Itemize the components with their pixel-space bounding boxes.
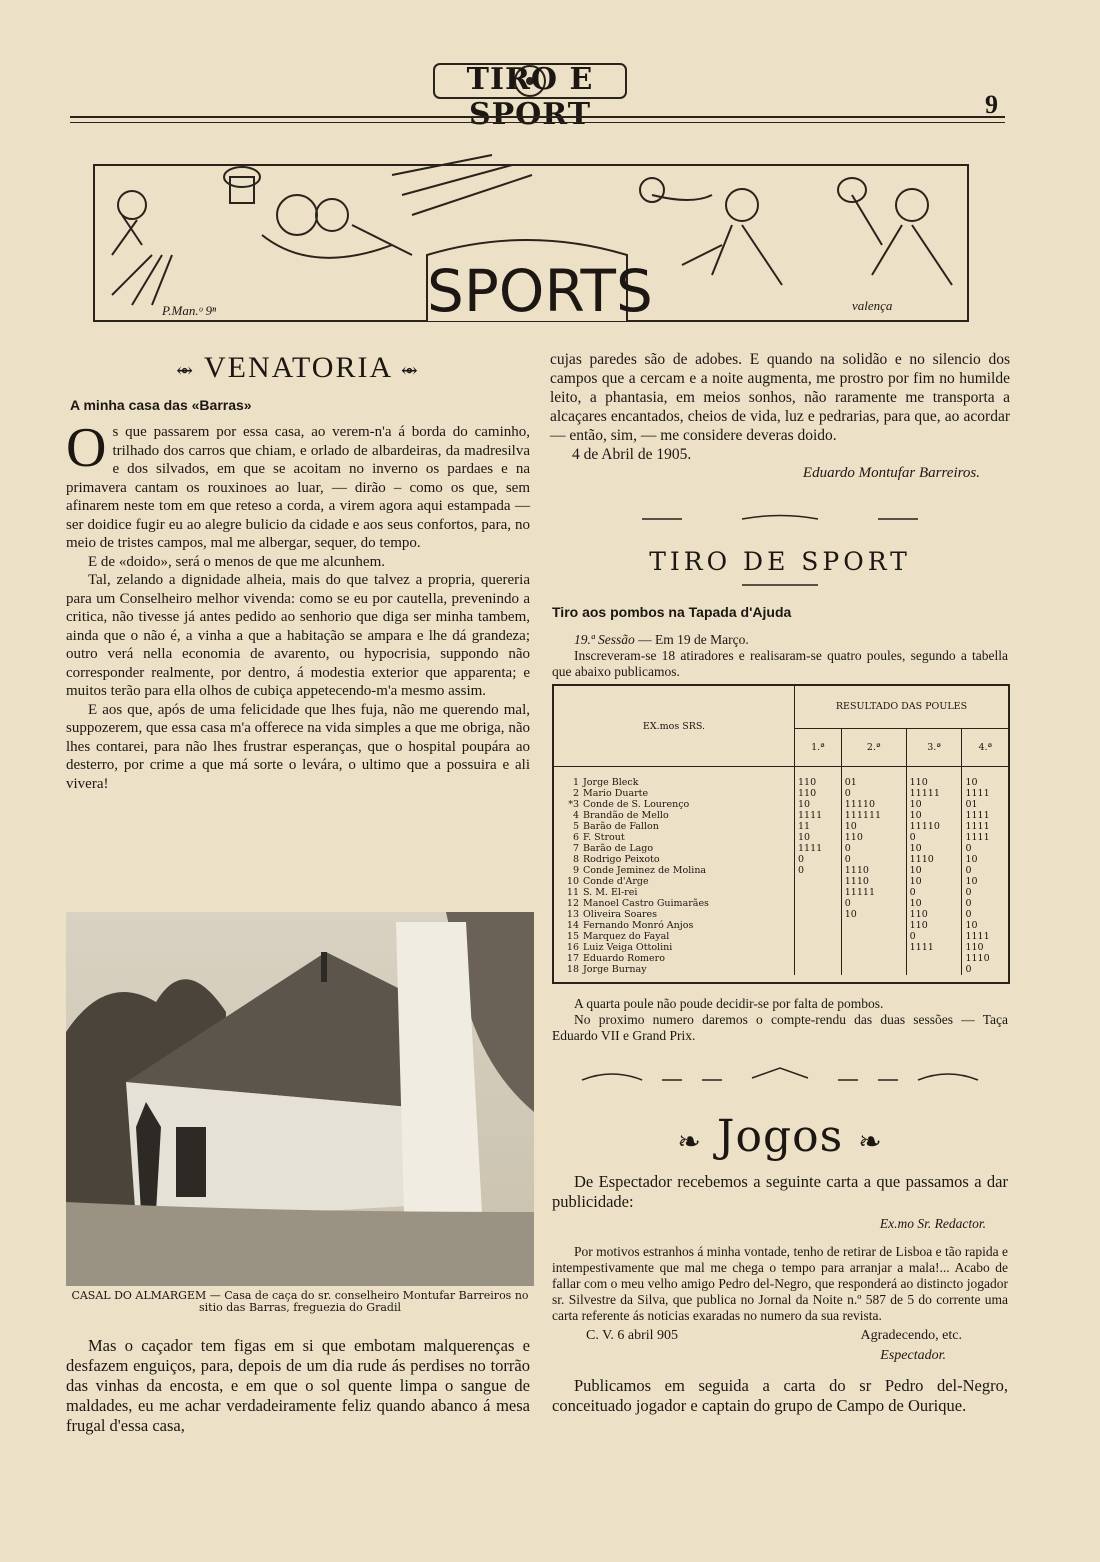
- poule-result: 10: [795, 799, 842, 810]
- left-flourish-icon: ⥈: [176, 360, 196, 382]
- venatoria-article: [66, 350, 530, 793]
- poule-result: 1111: [962, 931, 1008, 942]
- results-table-body: [554, 767, 1008, 976]
- poule-result: [841, 964, 906, 975]
- table-row: [554, 909, 1008, 920]
- tiro-session: 19.ª Sessão — Em 19 de Março.: [574, 632, 749, 647]
- poule-result: 10: [962, 767, 1008, 789]
- jogos-salutation: Ex.mo Sr. Redactor.: [879, 1216, 986, 1231]
- article-date: 4 de Abril de 1905.: [572, 446, 692, 463]
- poule-result: 10: [906, 799, 962, 810]
- right-flourish-icon: ⥈: [400, 360, 420, 382]
- poule-result: 0: [906, 931, 962, 942]
- masthead: [430, 58, 630, 132]
- poule-result: 0: [795, 865, 842, 876]
- poule-result: [841, 942, 906, 953]
- poule-result: 10: [795, 832, 842, 843]
- venatoria-heading: [66, 350, 530, 389]
- shooter-name: 14 Fernando Monró Anjos: [566, 920, 694, 931]
- masthead-title: TIRO E SPORT: [466, 62, 594, 132]
- shooter-name: 15 Marquez do Fayal: [566, 931, 670, 942]
- banner-signature-left: P.Man.ᵒ 9ⁿ: [162, 303, 217, 318]
- jogos-section: [552, 1064, 1008, 1416]
- table-row: [554, 843, 1008, 854]
- tiro-title: TIRO DE SPORT: [649, 547, 911, 576]
- poule-result: 11111: [906, 788, 962, 799]
- poule-result: 110: [795, 788, 842, 799]
- jogos-closing: Agradecendo, etc.: [860, 1328, 962, 1343]
- poule-result: 110: [841, 832, 906, 843]
- venatoria-paragraph: Mas o caçador tem figas em si que embotam malquerenças e desfazem enguiços, para, depois de um dia rude ás perdises no torrão das vinhas da encosta, e em que o sol quente limpa o sangue de maldades, eu me achar verdadeiramente feliz quando abanco á mesa frugal d'essa casa,: [66, 1336, 530, 1435]
- poule-result: 0: [962, 898, 1008, 909]
- poule-result: 110: [906, 920, 962, 931]
- poule-result: 11110: [906, 821, 962, 832]
- jogos-divider-icon: [552, 1064, 1008, 1090]
- tiro-notes: [552, 996, 1008, 1044]
- shooter-name: 12 Manoel Castro Guimarães: [566, 898, 709, 909]
- poule-result: 0: [906, 887, 962, 898]
- names-header: EX.mos SRS.: [554, 686, 795, 767]
- top-rule: [70, 116, 1005, 118]
- poule-result: [795, 964, 842, 975]
- right-feather-icon: ❧: [858, 1125, 883, 1158]
- shooter-name: 18 Jorge Burnay: [566, 964, 647, 975]
- venatoria-paragraph: Os que passarem por essa casa, ao verem-n'a á borda do caminho, trilhado dos carros que chiam, e orlado de albardeiras, da madresilva e dos silvados, em que se acoitam no inverno os pardaes e na primavera cantam os rouxinoes ao luar, — dirão – como os que, sem afinarem neste tom em que reteso a corda, a virem agora aqui estampada — ser doidice fugir eu ao alegre bulicio da cidade e aos seus confortos, para, no meio de tristes campos, mal me albergar, sequer, do tempo.: [66, 417, 530, 551]
- jogos-letter: Por motivos estranhos á minha vontade, tenho de retirar de Lisboa e tão rapida e intempestivamente que mal me chega o tempo para arranjar a mala!... Acabo de fallar com o meu velho amigo Pedro del-Negro, que responderá ao distincto jogador sr. Silvestre da Silva, que publica no Jornal da Noite n.º 587 de 5 do corrente uma carta referente ás noticias exaradas no numero da sua revista.: [552, 1244, 1008, 1323]
- top-rule-thin: [70, 122, 1005, 123]
- poule-result: 0: [795, 854, 842, 865]
- poule-result: 1111: [962, 810, 1008, 821]
- poule-result: 1110: [906, 854, 962, 865]
- table-row: [554, 964, 1008, 975]
- poule-result: 11110: [841, 799, 906, 810]
- poule-result: 0: [962, 843, 1008, 854]
- photo-caption: CASAL DO ALMARGEM — Casa de caça do sr. conselheiro Montufar Barreiros no sitio das Barras, freguezia do Gradil: [71, 1289, 529, 1314]
- table-row: [554, 767, 1008, 789]
- poule-result: 11111: [841, 887, 906, 898]
- poule-result: 10: [906, 898, 962, 909]
- venatoria-title: VENATORIA: [204, 351, 392, 384]
- tiro-note: A quarta poule não poude decidir-se por falta de pombos.: [574, 996, 884, 1011]
- tiro-intro: Inscreveram-se 18 atiradores e realisaram-se quatro poules, segundo a tabella que abaixo publicamos.: [552, 648, 1008, 679]
- tiro-section: [552, 512, 1008, 680]
- poule-result: 10: [906, 843, 962, 854]
- shooter-name: 7 Barão de Lago: [572, 843, 654, 854]
- poule-result: [795, 909, 842, 920]
- table-row: [554, 920, 1008, 931]
- table-row: [554, 832, 1008, 843]
- results-group-header: RESULTADO DAS POULES: [795, 686, 1009, 728]
- shooter-name: 4 Brandão de Mello: [572, 810, 669, 821]
- jogos-final: Publicamos em seguida a carta do sr Pedro del-Negro, conceituado jogador e captain do grupo de Campo de Ourique.: [552, 1376, 1008, 1415]
- poule-result: 10: [841, 821, 906, 832]
- poule-result: 10: [962, 920, 1008, 931]
- poule-result: 0: [841, 898, 906, 909]
- poule-result: [841, 920, 906, 931]
- poule-result: 0: [962, 909, 1008, 920]
- poule-result: [795, 920, 842, 931]
- shooter-name: 2 Mario Duarte: [572, 788, 649, 799]
- poule-result: [795, 876, 842, 887]
- table-row: [554, 788, 1008, 799]
- shooter-name: 16 Luiz Veiga Ottolini: [566, 942, 673, 953]
- banner-signature-right: valença: [852, 298, 893, 313]
- poule-result: 111111: [841, 810, 906, 821]
- poule-result: 10: [841, 909, 906, 920]
- poule-result: 0: [962, 887, 1008, 898]
- venatoria-paragraph: E de «doido», será o menos de que me alcunhem.: [88, 553, 385, 570]
- jogos-place-date: C. V. 6 abril 905: [586, 1328, 679, 1343]
- poule-result: 1110: [841, 876, 906, 887]
- poule-result: [795, 942, 842, 953]
- tiro-note: No proximo numero daremos o compte-rendu das duas sessões — Taça Eduardo VII e Grand Prix.: [552, 1012, 1008, 1043]
- poule-result: 1111: [906, 942, 962, 953]
- poule-header-2: 2.ª: [841, 728, 906, 766]
- shooter-name: 17 Eduardo Romero: [566, 953, 665, 964]
- poule-result: 11: [795, 821, 842, 832]
- poule-result: 10: [906, 876, 962, 887]
- poule-header-4: 4.ª: [962, 728, 1008, 766]
- shooter-name: 8 Rodrigo Peixoto: [572, 854, 660, 865]
- divider-flourish-icon: [552, 512, 1008, 526]
- shooter-name: 10 Conde d'Arge: [566, 876, 649, 887]
- right-column: [550, 350, 1010, 483]
- table-row: [554, 898, 1008, 909]
- poule-result: 0: [841, 843, 906, 854]
- jogos-letter-footer: [552, 1328, 1008, 1368]
- poule-header-3: 3.ª: [906, 728, 962, 766]
- poule-result: 1111: [795, 843, 842, 854]
- poule-result: 110: [795, 767, 842, 789]
- page-number: 9: [985, 90, 998, 119]
- poule-result: [795, 898, 842, 909]
- poule-result: 110: [906, 767, 962, 789]
- drop-cap: O: [66, 417, 107, 479]
- table-row: [554, 799, 1008, 810]
- shooter-name: 9 Conde Jeminez de Molina: [572, 865, 707, 876]
- venatoria-continuation: [66, 1336, 530, 1436]
- poule-result: 01: [841, 767, 906, 789]
- table-row: [554, 821, 1008, 832]
- shooter-name: 5 Barão de Fallon: [572, 821, 659, 832]
- table-row: [554, 810, 1008, 821]
- table-row: [554, 953, 1008, 964]
- table-row: [554, 942, 1008, 953]
- poule-result: [795, 953, 842, 964]
- poule-result: 0: [906, 832, 962, 843]
- poule-result: 1110: [962, 953, 1008, 964]
- article-signature: Eduardo Montufar Barreiros.: [802, 465, 980, 481]
- poule-result: [906, 953, 962, 964]
- sports-banner: [92, 135, 970, 325]
- tiro-subtitle: Tiro aos pombos na Tapada d'Ajuda: [552, 604, 792, 620]
- poule-result: 10: [906, 865, 962, 876]
- poule-result: 0: [841, 854, 906, 865]
- poule-result: 10: [906, 810, 962, 821]
- table-row: [554, 887, 1008, 898]
- poule-result: 1111: [962, 821, 1008, 832]
- venatoria-paragraph: cujas paredes são de adobes. E quando na solidão e no silencio dos campos que a cercam e a noite augmenta, me prostro por fim no humilde leito, a phantasia, em meios sonhos, não raramente me transporta a alcaçares encantados, cheios de vida, luz e pedrarias, para que, ao acordar — então, sim, — me considere deveras doido.: [550, 351, 1010, 444]
- house-photo-image: [66, 912, 534, 1286]
- shooter-name: 6 F. Strout: [572, 832, 625, 843]
- jogos-title: Jogos: [716, 1111, 844, 1162]
- poule-result: [841, 953, 906, 964]
- poule-result: [795, 931, 842, 942]
- shooter-name: 11 S. M. El-rei: [566, 887, 638, 898]
- venatoria-paragraph: Tal, zelando a dignidade alheia, mais do que talvez a propria, quereria para um Conselheiro melhor vivenda: como se eu por cautella, prevenindo a critica, não tivesse já antes pedido ao senhorio que diga ser minha tambem, ainda que o não é, a vinha a que a habitação se ampara e lhe dá grandeza; outro verá nella economia de avarento, ou hypocrisia, suppondo não corresponder realmente, por dentro, á modestia exterior que apparenta; e muitos terão para ella olhos de cubiça appetecendo-m'a mesmo assim.: [66, 572, 530, 699]
- jogos-intro: De Espectador recebemos a seguinte carta a que passamos a dar publicidade:: [552, 1172, 1008, 1211]
- jogos-signature: Espectador.: [880, 1348, 946, 1363]
- poule-result: 1111: [962, 832, 1008, 843]
- table-row: [554, 865, 1008, 876]
- poule-result: 0: [962, 865, 1008, 876]
- poule-result: 110: [962, 942, 1008, 953]
- shooter-name: 1 Jorge Bleck: [572, 777, 639, 788]
- left-feather-icon: ❧: [677, 1125, 702, 1158]
- poule-result: 01: [962, 799, 1008, 810]
- venatoria-subtitle: A minha casa das «Barras»: [70, 397, 252, 413]
- poule-result: 1111: [962, 788, 1008, 799]
- poule-result: 1110: [841, 865, 906, 876]
- title-underline-icon: [552, 581, 1008, 589]
- poule-result: 0: [841, 788, 906, 799]
- shooter-name: 13 Oliveira Soares: [566, 909, 658, 920]
- poule-header-1: 1.ª: [795, 728, 842, 766]
- poule-result: [795, 887, 842, 898]
- poule-result: 1111: [795, 810, 842, 821]
- poule-result: 0: [962, 964, 1008, 975]
- shooter-name: *3 Conde de S. Lourenço: [568, 799, 690, 810]
- poule-result: [906, 964, 962, 975]
- venatoria-paragraph: E aos que, após de uma felicidade que lhes fuja, não me querendo mal, suppozerem, que essa casa m'a offerece na vida simples a que me obriga, não lhes contarei, para não lhes frustrar esperanças, que o hospital poupára ao desterro, por crime a que má sorte o levára, o ultimo que a possuira e ali vivera!: [66, 701, 530, 792]
- house-photo: [66, 912, 534, 1286]
- table-row: [554, 931, 1008, 942]
- results-table: [552, 684, 1010, 984]
- sports-lettering: SPORTS: [427, 257, 653, 325]
- poule-result: 110: [906, 909, 962, 920]
- table-row: [554, 876, 1008, 887]
- poule-result: 10: [962, 854, 1008, 865]
- poule-result: [841, 931, 906, 942]
- poule-result: 10: [962, 876, 1008, 887]
- table-row: [554, 854, 1008, 865]
- jogos-heading: [552, 1111, 1008, 1162]
